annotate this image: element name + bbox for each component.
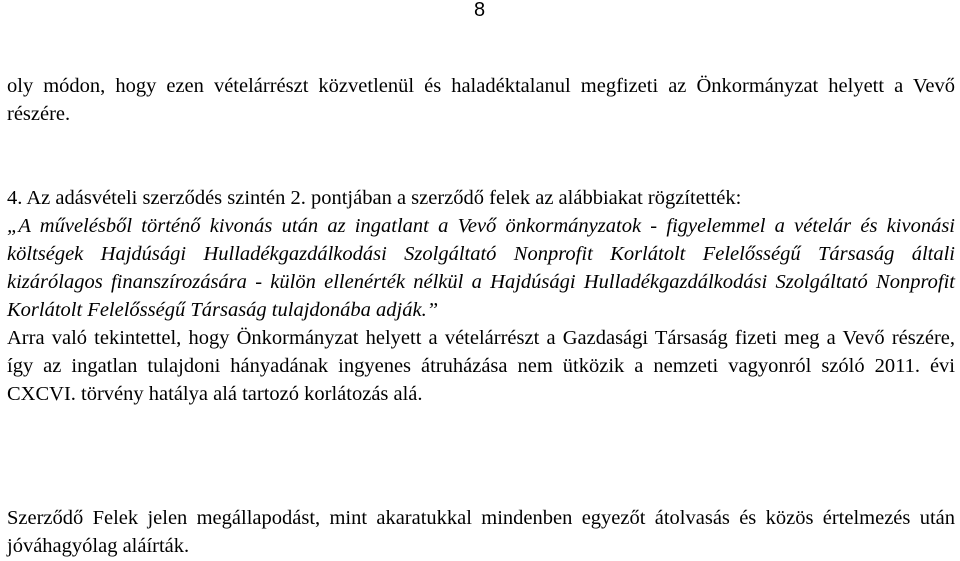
- paragraph-3: Szerződő Felek jelen megállapodást, mint akaratukkal mindenben egyezőt átolvasás és közös értelmezés után jóváhagyólag aláírták.: [7, 507, 955, 557]
- paragraph-2-conclusion: Arra való tekintettel, hogy Önkormányzat helyett a vételárrészt a Gazdasági Társaság fizeti meg a Vevő részére, így az ingatlan tulajdoni hányadának ingyenes átruházása nem ütközik a nemzeti vagyonról szóló 2011. évi CXCVI. törvény hatálya alá tartozó korlátozás alá.: [7, 327, 955, 405]
- page-number: 8: [474, 0, 486, 21]
- paragraph-2-intro: 4. Az adásvételi szerződés szintén 2. pontjában a szerződő felek az alábbiakat rögzítették:: [7, 187, 742, 209]
- contract-quote: „A művelésből történő kivonás után az ingatlant a Vevő önkormányzatok - figyelemmel a vételár és kivonási költségek Hajdúsági Hulladékgazdálkodási Szolgáltató Nonprofit Korlátolt Felelősségű Társaság általi kizárólagos finanszírozására - külön ellenérték nélkül a Hajdúsági Hulladékgazdálkodási Szolgáltató Nonprofit Korlátolt Felelősségű Társaság tulajdonába adják.”: [7, 215, 955, 321]
- paragraph-1: oly módon, hogy ezen vételárrészt közvetlenül és haladéktalanul megfizeti az Önkormányzat helyett a Vevő részére.: [7, 75, 955, 125]
- paragraph-2: [7, 184, 955, 408]
